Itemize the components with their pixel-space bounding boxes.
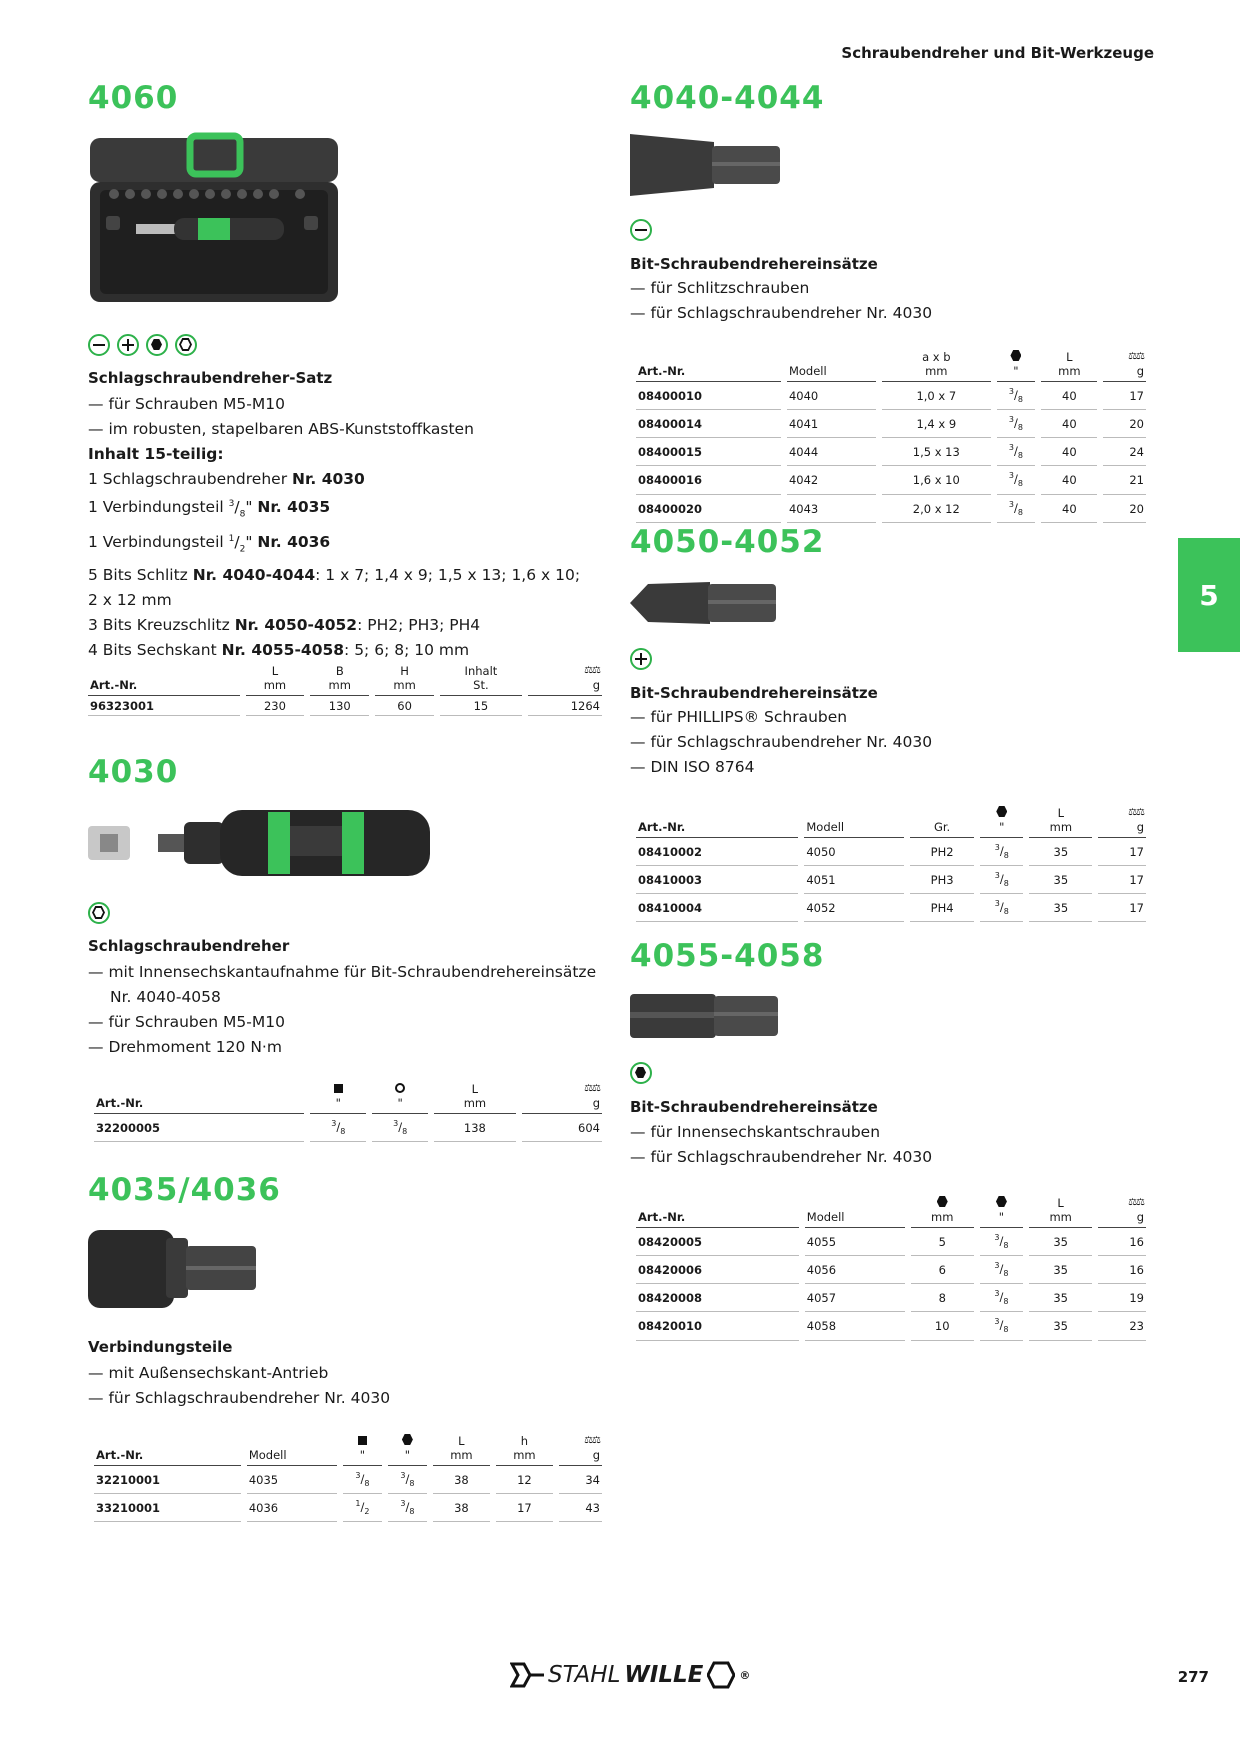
col-artnr: Art.-Nr. — [94, 1080, 304, 1114]
scale-icon: ⚖⚖ — [584, 1083, 600, 1094]
scale-icon: ⚖⚖ — [584, 1435, 600, 1446]
content-heading: Inhalt 15-teilig: — [88, 445, 224, 463]
description-4050 — [630, 705, 932, 780]
product-image-4040 — [630, 132, 782, 198]
col-gr: Gr. — [910, 804, 974, 838]
content-line-3: 1 Verbindungsteil $^1/_2$" Nr. 4036 — [88, 533, 331, 555]
table-row: 32200005 $^3/_8$ $^3/_8$ 138 604 — [94, 1114, 602, 1142]
feature-line: — Drehmoment 120 N·m — [88, 1035, 596, 1060]
scale-icon: ⚖⚖ — [1128, 807, 1144, 818]
hex-drive-icon — [996, 806, 1007, 817]
feature-line: — für Schlagschraubendreher Nr. 4030 — [630, 1145, 932, 1170]
table-row: 08400020 4043 2,0 x 12 $^3/_8$ 40 20 — [636, 495, 1146, 523]
hex-drive-icon — [996, 1196, 1007, 1207]
feature-line: — im robusten, stapelbaren ABS-Kunststoffkasten — [88, 417, 580, 442]
hex-logo-icon — [707, 1660, 735, 1690]
subtitle-4050: Bit-Schraubendrehereinsätze — [630, 684, 878, 702]
symbol-icons-4030 — [88, 902, 110, 928]
slot-screw-icon — [88, 334, 110, 356]
hex-socket-icon — [630, 1062, 652, 1084]
subtitle-4030: Schlagschraubendreher — [88, 937, 290, 955]
section-title-4060: 4060 — [88, 80, 179, 116]
subtitle-4040: Bit-Schraubendrehereinsätze — [630, 255, 878, 273]
product-image-4050 — [630, 578, 778, 628]
feature-line: — für Schlagschraubendreher Nr. 4030 — [630, 730, 932, 755]
symbol-icons-4060 — [88, 334, 197, 356]
section-title-4040: 4040-4044 — [630, 80, 825, 116]
feature-line: — mit Außensechskant-Antrieb — [88, 1361, 390, 1386]
content-line-5: 3 Bits Kreuzschlitz Nr. 4050-4052: PH2; PH3; PH4 — [88, 615, 481, 634]
col-artnr: Art.-Nr. — [636, 804, 798, 838]
subtitle-4035: Verbindungsteile — [88, 1338, 233, 1356]
feature-line-continued: Nr. 4040-4058 — [110, 988, 221, 1006]
description-4035 — [88, 1361, 390, 1411]
product-image-4055 — [630, 990, 780, 1042]
table-row: 96323001 230 130 60 15 1264 — [88, 696, 602, 716]
feature-line: — für Schlagschraubendreher Nr. 4030 — [88, 1386, 390, 1411]
spec-table-4040: Art.-Nr. Modell a x b mm " L mm ⚖⚖ g 08400010 4040 1,0 x 7 $^3/_8$ 40 17 08400014 4041 1,4 x 9 $^3/_8$ 40 20 08400015 4044 1,5 x 13 $^3/_8$ 40 24 08400016 4042 1,6 x 10 $^3/_8$ 40 21 08400020 4043 2,0 x 12 $^3/_8$ 40 20 — [630, 348, 1152, 523]
section-title-4035: 4035/4036 — [88, 1172, 281, 1208]
square-drive-icon — [358, 1436, 367, 1445]
section-title-4055: 4055-4058 — [630, 938, 825, 974]
content-line-2: 1 Verbindungsteil $^3/_8$" Nr. 4035 — [88, 498, 331, 520]
table-row: 08400015 4044 1,5 x 13 $^3/_8$ 40 24 — [636, 438, 1146, 466]
spec-table-4050: Art.-Nr. Modell Gr. " L mm ⚖⚖ g 08410002 4050 PH2 $^3/_8$ 35 17 08410003 4051 PH3 $^3/_8$ 35 17 08410004 4052 PH4 $^3/_8$ 35 17 — [630, 804, 1152, 922]
scale-icon: ⚖⚖ — [1128, 1197, 1144, 1208]
col-artnr: Art.-Nr. — [636, 348, 781, 382]
feature-line: — für Schrauben M5-M10 — [88, 1010, 596, 1035]
hex-drive-icon — [1010, 350, 1021, 361]
page-header-title: Schraubendreher und Bit-Werkzeuge — [841, 44, 1154, 62]
feature-line: — für Innensechskantschrauben — [630, 1120, 932, 1145]
table-row: 32210001 4035 $^3/_8$ $^3/_8$ 38 12 34 — [94, 1466, 602, 1494]
description-4060 — [88, 392, 580, 663]
hex-drive-icon — [402, 1434, 413, 1445]
feature-line: — für Schlagschraubendreher Nr. 4030 — [630, 301, 932, 326]
col-modell: Modell — [787, 348, 876, 382]
slot-screw-icon — [630, 219, 652, 241]
hex-size-icon — [937, 1196, 948, 1207]
stahlwille-logo: STAHL WILLE ® — [510, 1660, 750, 1690]
scale-icon: ⚖⚖ — [584, 665, 600, 676]
square-drive-icon — [334, 1084, 343, 1093]
section-title-4050: 4050-4052 — [630, 524, 825, 560]
feature-line: — für Schrauben M5-M10 — [88, 392, 580, 417]
col-artnr: Art.-Nr. — [88, 662, 240, 696]
table-row: 08400014 4041 1,4 x 9 $^3/_8$ 40 20 — [636, 410, 1146, 438]
content-line-1: 1 Schlagschraubendreher Nr. 4030 — [88, 470, 365, 488]
scale-icon: ⚖⚖ — [1128, 351, 1144, 362]
wrench-logo-icon — [510, 1660, 544, 1690]
product-image-4060-case — [86, 132, 344, 310]
table-row: 08410003 4051 PH3 $^3/_8$ 35 17 — [636, 866, 1146, 894]
description-4040 — [630, 276, 932, 326]
round-socket-icon — [395, 1083, 405, 1093]
phillips-screw-icon — [630, 648, 652, 670]
content-line-4: 5 Bits Schlitz Nr. 4040-4044: 1 x 7; 1,4 x 9; 1,5 x 13; 1,6 x 10; — [88, 565, 581, 584]
spec-table-4030: Art.-Nr. " " L mm ⚖⚖ g 32200005 $^3/_8$ $^3/_8$ 138 604 — [88, 1080, 608, 1142]
table-row: 33210001 4036 $^1/_2$ $^3/_8$ 38 17 43 — [94, 1494, 602, 1522]
table-row: 08410004 4052 PH4 $^3/_8$ 35 17 — [636, 894, 1146, 922]
table-row: 08420005 4055 5 $^3/_8$ 35 16 — [636, 1228, 1146, 1256]
section-title-4030: 4030 — [88, 754, 179, 790]
subtitle-4060: Schlagschraubendreher-Satz — [88, 369, 333, 387]
content-line-6: 4 Bits Sechskant Nr. 4055-4058: 5; 6; 8; 10 mm — [88, 640, 470, 659]
table-row: 08410002 4050 PH2 $^3/_8$ 35 17 — [636, 838, 1146, 866]
col-artnr: Art.-Nr. — [94, 1432, 241, 1466]
table-row: 08420008 4057 8 $^3/_8$ 35 19 — [636, 1284, 1146, 1312]
hex-drive-outline-icon — [175, 334, 197, 356]
feature-line: — für Schlitzschrauben — [630, 276, 932, 301]
col-modell: Modell — [805, 1194, 905, 1228]
spec-table-4035: Art.-Nr. Modell " " L mm h mm ⚖⚖ g 32210001 4035 $^3/_8$ $^3/_8$ 38 12 34 33210001 4036 $^1/_2$ $^3/_8$ 38 17 43 — [88, 1432, 608, 1522]
product-image-4035 — [88, 1226, 258, 1312]
phillips-screw-icon — [117, 334, 139, 356]
spec-table-4055: Art.-Nr. Modell mm " L mm ⚖⚖ g 08420005 4055 5 $^3/_8$ 35 16 08420006 4056 6 $^3/_8$ 35 16 08420008 4057 8 $^3/_8$ 35 19 08420010 4058 10 $^3/_8$ 35 23 — [630, 1194, 1152, 1341]
subtitle-4055: Bit-Schraubendrehereinsätze — [630, 1098, 878, 1116]
hex-socket-icon — [146, 334, 168, 356]
product-image-4030 — [88, 804, 430, 880]
description-4055 — [630, 1120, 932, 1170]
chapter-tab[interactable]: 5 — [1178, 538, 1240, 652]
table-row: 08400010 4040 1,0 x 7 $^3/_8$ 40 17 — [636, 382, 1146, 410]
table-row: 08400016 4042 1,6 x 10 $^3/_8$ 40 21 — [636, 466, 1146, 494]
col-modell: Modell — [247, 1432, 337, 1466]
content-line-4b: 2 x 12 mm — [88, 590, 172, 609]
feature-line: — mit Innensechskantaufnahme für Bit-Schraubendrehereinsätze — [88, 960, 596, 985]
col-modell: Modell — [804, 804, 904, 838]
col-artnr: Art.-Nr. — [636, 1194, 799, 1228]
spec-table-4060: Art.-Nr. L mm B mm H mm Inhalt St. ⚖⚖ g 96323001 230 130 60 15 1264 — [82, 662, 608, 716]
feature-line: — DIN ISO 8764 — [630, 755, 932, 780]
page-number: 277 — [1177, 1668, 1209, 1686]
hex-drive-outline-icon — [88, 902, 110, 924]
table-row: 08420010 4058 10 $^3/_8$ 35 23 — [636, 1312, 1146, 1340]
table-row: 08420006 4056 6 $^3/_8$ 35 16 — [636, 1256, 1146, 1284]
feature-line: — für PHILLIPS® Schrauben — [630, 705, 932, 730]
description-4030 — [88, 960, 596, 1060]
